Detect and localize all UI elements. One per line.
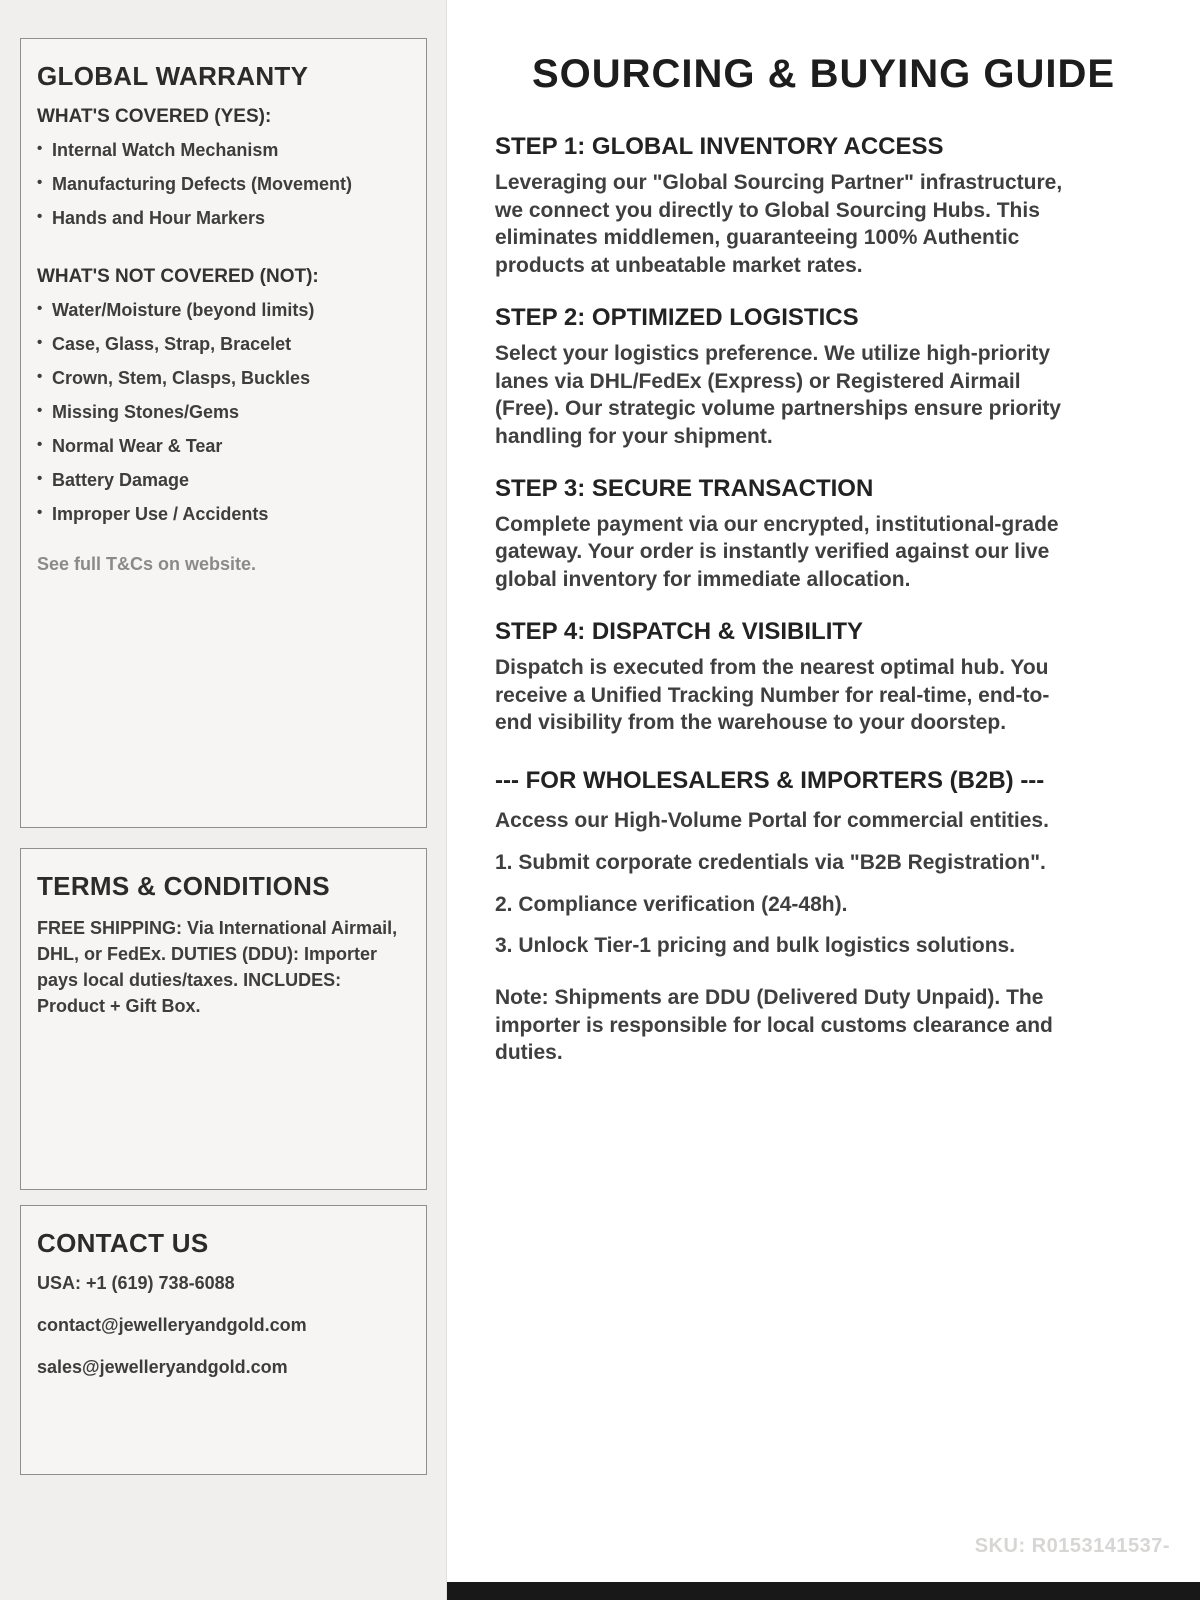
step-4 bbox=[495, 618, 1152, 737]
list-item: • Water/Moisture (beyond limits) bbox=[37, 300, 408, 322]
list-item: • Normal Wear & Tear bbox=[37, 436, 408, 458]
b2b-heading: --- FOR WHOLESALERS & IMPORTERS (B2B) --- bbox=[495, 767, 1045, 795]
step-heading: STEP 3: SECURE TRANSACTION bbox=[495, 474, 874, 502]
step-heading: STEP 1: GLOBAL INVENTORY ACCESS bbox=[495, 133, 944, 160]
not-covered-heading: WHAT'S NOT COVERED (NOT): bbox=[37, 265, 319, 287]
b2b-section bbox=[495, 767, 1152, 1067]
list-item: • Crown, Stem, Clasps, Buckles bbox=[37, 368, 408, 390]
list-item: • Missing Stones/Gems bbox=[37, 402, 408, 424]
warranty-panel bbox=[20, 38, 427, 828]
b2b-note: Note: Shipments are DDU (Delivered Duty Unpaid). The importer is responsible for local customs clearance and duties. bbox=[495, 985, 1053, 1065]
step-heading: STEP 2: OPTIMIZED LOGISTICS bbox=[495, 303, 859, 331]
contact-panel bbox=[20, 1205, 427, 1475]
step-3 bbox=[495, 475, 1152, 594]
contact-title: CONTACT US bbox=[37, 1228, 209, 1258]
b2b-intro: Access our High-Volume Portal for commercial entities. bbox=[495, 809, 1049, 833]
warranty-footnote: See full T&Cs on website. bbox=[37, 553, 257, 574]
list-item: • Internal Watch Mechanism bbox=[37, 140, 408, 162]
list-item: • Case, Glass, Strap, Bracelet bbox=[37, 334, 408, 356]
step-heading: STEP 4: DISPATCH & VISIBILITY bbox=[495, 617, 864, 645]
list-item: • Hands and Hour Markers bbox=[37, 208, 408, 230]
b2b-item: 1. Submit corporate credentials via "B2B Registration". bbox=[495, 850, 1046, 874]
sku-label: SKU: R0153141537- bbox=[974, 1535, 1170, 1557]
list-item: • Manufacturing Defects (Movement) bbox=[37, 174, 408, 196]
step-body: Select your logistics preference. We utilize high-priority lanes via DHL/FedEx (Express) or Registered Airmail (Free). Our strategic volume partnerships ensure priority handling for your shipment. bbox=[495, 341, 1061, 449]
step-body: Complete payment via our encrypted, institutional-grade gateway. Your order is instantly verified against our live global inventory for immediate allocation. bbox=[495, 512, 1059, 592]
list-item: • Improper Use / Accidents bbox=[37, 504, 408, 526]
terms-panel bbox=[20, 848, 427, 1190]
not-covered-list bbox=[37, 300, 408, 526]
b2b-item: 2. Compliance verification (24-48h). bbox=[495, 892, 848, 916]
sales-email: sales@jewelleryandgold.com bbox=[37, 1357, 288, 1377]
b2b-item: 3. Unlock Tier-1 pricing and bulk logistics solutions. bbox=[495, 934, 1016, 958]
step-1 bbox=[495, 133, 1152, 280]
main-content bbox=[447, 0, 1200, 1600]
sidebar bbox=[0, 0, 447, 1600]
step-body: Leveraging our "Global Sourcing Partner" infrastructure, we connect you directly to Global Sourcing Hubs. This eliminates middlemen, guaranteeing 100% Authentic products at unbeatable market rates. bbox=[495, 171, 1063, 278]
terms-body: FREE SHIPPING: Via International Airmail, DHL, or FedEx. DUTIES (DDU): Importer pays local duties/taxes. INCLUDES: Product + Gift Box. bbox=[37, 918, 398, 1016]
covered-heading: WHAT'S COVERED (YES): bbox=[37, 106, 272, 127]
page-title: SOURCING & BUYING GUIDE bbox=[531, 52, 1116, 96]
list-item: • Battery Damage bbox=[37, 470, 408, 492]
contact-email: contact@jewelleryandgold.com bbox=[37, 1315, 307, 1335]
step-body: Dispatch is executed from the nearest optimal hub. You receive a Unified Tracking Number for real-time, end-to-end visibility from the warehouse to your doorstep. bbox=[495, 655, 1050, 735]
contact-phone: USA: +1 (619) 738-6088 bbox=[37, 1273, 235, 1293]
covered-list bbox=[37, 140, 408, 230]
terms-title: TERMS & CONDITIONS bbox=[37, 871, 330, 901]
step-2 bbox=[495, 304, 1152, 451]
bottom-bar bbox=[447, 1582, 1200, 1600]
warranty-title: GLOBAL WARRANTY bbox=[37, 61, 309, 91]
